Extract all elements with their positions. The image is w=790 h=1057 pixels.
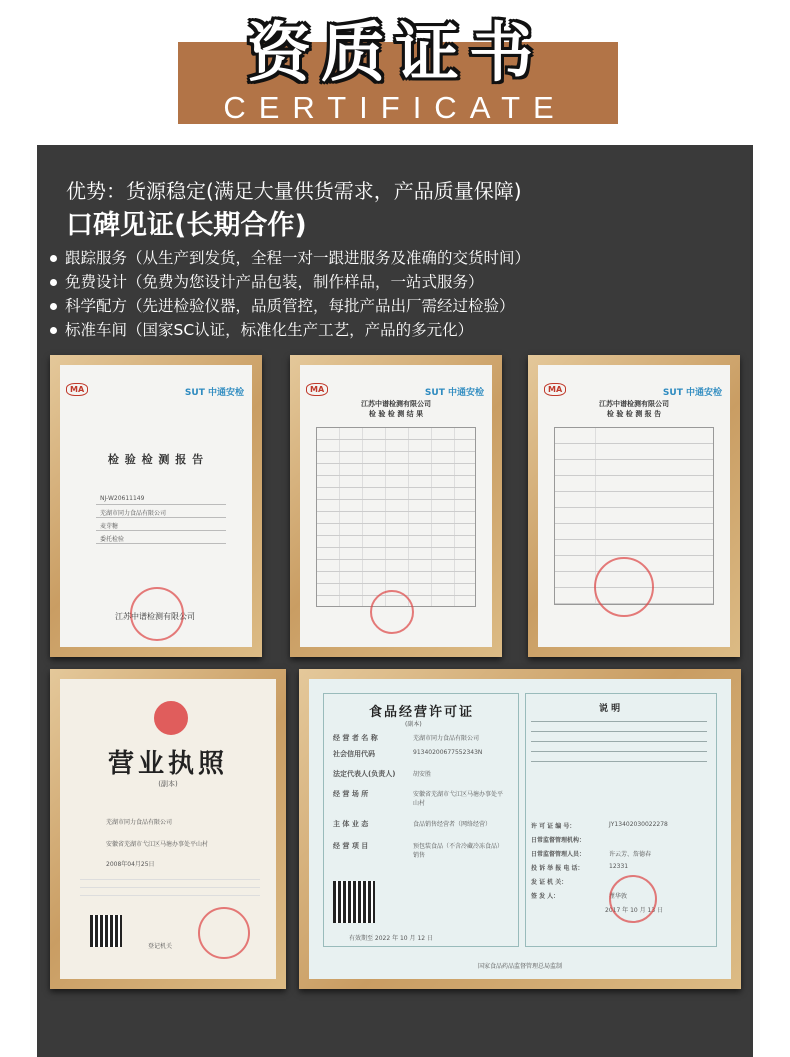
feature-list <box>50 246 530 342</box>
qr-code <box>333 881 375 923</box>
results-table <box>316 427 476 607</box>
qr-code <box>90 915 122 947</box>
permit-name: 芜湖市同力食品有限公司 <box>413 735 480 742</box>
advantage-text: 优势：货源稳定(满足大量供货需求，产品质量保障) <box>66 179 522 203</box>
reputation-heading: 口碑见证(长期合作) <box>66 210 307 241</box>
permit-address: 安徽省芜湖市弋江区马塘办事处平山村 <box>413 791 504 807</box>
feature-item: 免费设计（免费为您设计产品包装，制作样品，一站式服务） <box>50 270 530 294</box>
permit-code: 91340200677552343N <box>413 749 483 756</box>
bullet-icon <box>50 279 57 286</box>
certificate-paper <box>300 365 492 647</box>
sut-logo: SUT 中通安检 <box>184 388 244 398</box>
permit-scope: 预包装食品（不含冷藏冷冻食品）销售 <box>413 843 504 859</box>
food-permit-frame <box>299 669 741 989</box>
report-sample: 麦芽糖 <box>100 523 119 530</box>
business-license-frame <box>50 669 286 989</box>
certificate-paper <box>60 365 252 647</box>
bullet-icon <box>50 303 57 310</box>
org-name: 江苏中谱检测有限公司 <box>599 400 669 408</box>
feature-item: 跟踪服务（从生产到发货，全程一对一跟进服务及准确的交货时间） <box>50 246 530 270</box>
permit-main: 食品销售经营者（网络经营） <box>413 821 492 828</box>
bullet-icon <box>50 327 57 334</box>
report-title: 检 验 检 测 报 告 <box>107 453 205 466</box>
report-type: 委托检验 <box>100 536 125 543</box>
license-sub: (副本) <box>158 780 178 788</box>
license-date: 2008年04月25日 <box>106 861 155 868</box>
feature-item: 科学配方（先进检验仪器，品质管控，每批产品出厂需经过检验） <box>50 294 530 318</box>
permit-rep: 胡安胜 <box>413 771 432 778</box>
business-license-paper <box>60 679 276 979</box>
food-permit-paper: 食品经营许可证 (副本) 经 营 者 名 称 芜湖市同力食品有限公司 社会信用代码 91340200677552343N 法定代表人(负责人) 胡安胜 经 营 场 所 安徽省芜湖市弋江区马塘办事处平山村 主 体 业 态 食品销售经营者（网络经营） 经 营 项 目 预包装食品（不含冷藏冷冻食品）销售 有效期至 2022 年 10 月 12 日 说 明 许 可 证 编 号： JY13402030022278 日常监督管理机构： 日常监督管理人员： 许云芳、詹德春 投 诉 举 报 电 话： 12331 发 证 机 关： 签 发 人： 瞿华敦 2017 年 10 月 13 日 国家食品药品监督管理总局监制 <box>309 679 731 979</box>
sut-logo: SUT 中通安检 <box>662 388 722 398</box>
certificate-frame-test-results <box>290 355 502 657</box>
page-title: 资质证书 <box>247 17 543 91</box>
red-stamp <box>609 875 657 923</box>
org-name: 江苏中谱检测有限公司 <box>361 400 431 408</box>
ma-logo: MA <box>66 383 88 396</box>
license-company: 芜湖市同力食品有限公司 <box>106 819 173 826</box>
report-number: NJ-W20611149 <box>100 495 145 502</box>
license-address: 安徽省芜湖市弋江区马塘办事处平山村 <box>106 841 209 848</box>
report-client: 芜湖市同力食品有限公司 <box>100 510 167 517</box>
ma-logo: MA <box>544 383 566 396</box>
permit-valid: 有效期至 2022 年 10 月 12 日 <box>349 935 433 942</box>
permit-phone: 12331 <box>609 863 629 870</box>
permit-note-title: 说 明 <box>599 704 621 714</box>
header <box>0 0 790 145</box>
report-org: 江苏中谱检测有限公司 <box>115 612 195 621</box>
red-stamp <box>370 590 414 634</box>
permit-footer: 国家食品药品监督管理总局监制 <box>477 963 562 970</box>
certificate-paper <box>538 365 730 647</box>
permit-title: 食品经营许可证 <box>369 705 475 720</box>
permit-sub: (副本) <box>405 721 422 728</box>
license-footer: 登记机关 <box>148 943 173 950</box>
bullet-icon <box>50 255 57 262</box>
permit-issue-date: 2017 年 10 月 13 日 <box>605 907 664 914</box>
report-title: 检 验 检 测 报 告 <box>606 410 662 418</box>
ma-logo: MA <box>306 383 328 396</box>
permit-license-no: JY13402030022278 <box>609 821 668 828</box>
page-subtitle: CERTIFICATE <box>223 90 567 125</box>
results-title: 检 验 检 测 结 果 <box>368 410 424 418</box>
sut-logo: SUT 中通安检 <box>424 388 484 398</box>
license-title: 营业执照 <box>107 749 228 779</box>
certificate-frame-test-report-detail <box>528 355 740 657</box>
permit-signer: 瞿华敦 <box>609 893 628 900</box>
red-stamp <box>198 907 250 959</box>
feature-item: 标准车间（国家SC认证，标准化生产工艺，产品的多元化） <box>50 318 530 342</box>
emblem-icon <box>154 701 188 735</box>
certificate-frame-test-report <box>50 355 262 657</box>
red-stamp <box>594 557 654 617</box>
permit-person: 许云芳、詹德春 <box>609 851 652 858</box>
